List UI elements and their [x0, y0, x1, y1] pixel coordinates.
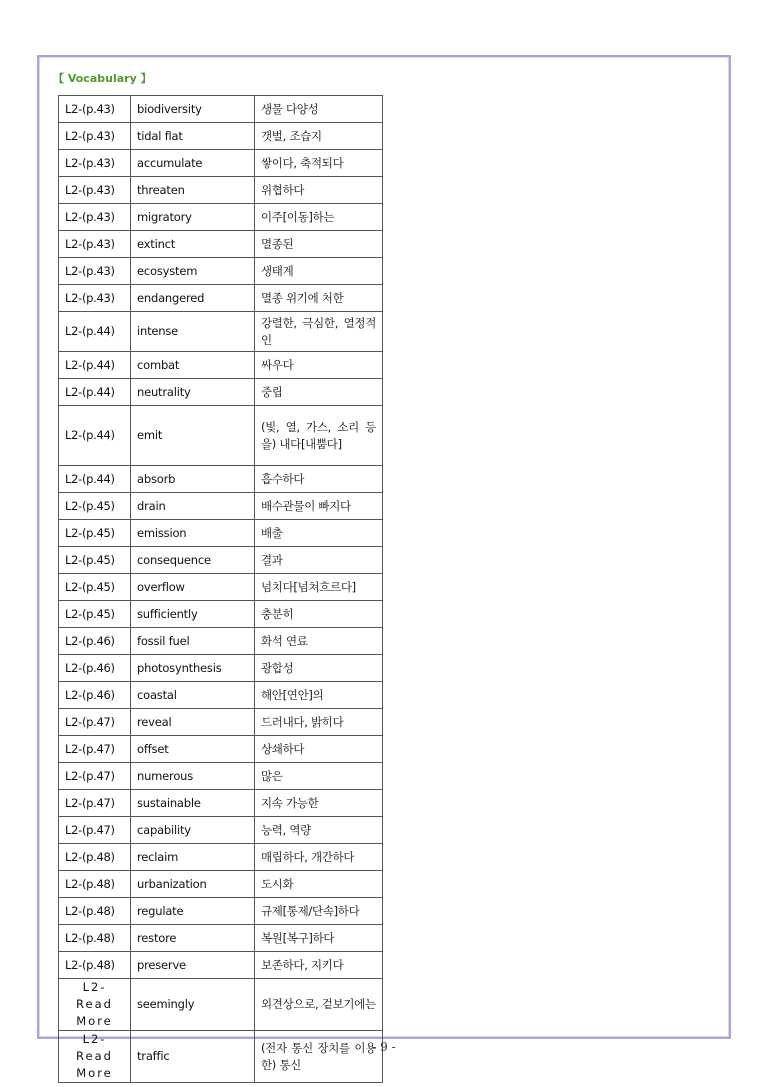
unit-cell: L2-Read More: [59, 979, 131, 1031]
word-cell: sufficiently: [131, 601, 255, 628]
vocab-row: [59, 952, 383, 979]
vocab-row: [59, 709, 383, 736]
meaning-cell: 상쇄하다: [255, 736, 383, 763]
vocab-row: [59, 150, 383, 177]
meaning-cell: 배수관물이 빠지다: [255, 493, 383, 520]
unit-cell: L2-(p.43): [59, 96, 131, 123]
word-cell: reveal: [131, 709, 255, 736]
meaning-cell: 매립하다, 개간하다: [255, 844, 383, 871]
meaning-cell: 화석 연료: [255, 628, 383, 655]
vocab-row: [59, 204, 383, 231]
meaning-cell: 쌓이다, 축적되다: [255, 150, 383, 177]
vocabulary-table: [58, 95, 383, 1083]
unit-cell: L2-(p.47): [59, 763, 131, 790]
vocab-row: [59, 817, 383, 844]
word-cell: biodiversity: [131, 96, 255, 123]
unit-cell: L2-(p.43): [59, 285, 131, 312]
meaning-cell: 생물 다양성: [255, 96, 383, 123]
word-cell: capability: [131, 817, 255, 844]
meaning-cell: 외견상으로, 겉보기에는: [255, 979, 383, 1031]
meaning-cell: 싸우다: [255, 352, 383, 379]
unit-cell: L2-(p.45): [59, 601, 131, 628]
unit-cell: L2-(p.43): [59, 258, 131, 285]
word-cell: drain: [131, 493, 255, 520]
vocab-row: [59, 574, 383, 601]
word-cell: restore: [131, 925, 255, 952]
word-cell: urbanization: [131, 871, 255, 898]
word-cell: seemingly: [131, 979, 255, 1031]
meaning-cell: 멸종 위기에 처한: [255, 285, 383, 312]
unit-cell: L2-(p.43): [59, 231, 131, 258]
word-cell: absorb: [131, 466, 255, 493]
vocab-row: [59, 682, 383, 709]
meaning-cell: (빛, 열, 가스, 소리 등을) 내다[내뿜다]: [255, 406, 383, 466]
vocab-row: [59, 547, 383, 574]
vocab-row: [59, 406, 383, 466]
word-cell: endangered: [131, 285, 255, 312]
meaning-cell: 광합성: [255, 655, 383, 682]
section-title: 【 Vocabulary 】: [53, 72, 152, 85]
unit-cell: L2-(p.45): [59, 547, 131, 574]
meaning-cell: 지속 가능한: [255, 790, 383, 817]
meaning-cell: 강렬한, 극심한, 열정적인: [255, 312, 383, 352]
unit-cell: L2-(p.44): [59, 312, 131, 352]
vocab-row: [59, 258, 383, 285]
vocab-row: [59, 285, 383, 312]
vocab-row: [59, 493, 383, 520]
word-cell: accumulate: [131, 150, 255, 177]
vocab-row: [59, 231, 383, 258]
unit-cell: L2-(p.48): [59, 898, 131, 925]
vocabulary-table-body: [59, 96, 383, 1083]
unit-cell: L2-(p.48): [59, 952, 131, 979]
unit-cell: L2-(p.44): [59, 379, 131, 406]
meaning-cell: 생태계: [255, 258, 383, 285]
unit-cell: L2-(p.48): [59, 925, 131, 952]
meaning-cell: 능력, 역량: [255, 817, 383, 844]
word-cell: extinct: [131, 231, 255, 258]
vocab-row: [59, 520, 383, 547]
unit-cell: L2-(p.47): [59, 736, 131, 763]
word-cell: ecosystem: [131, 258, 255, 285]
word-cell: emission: [131, 520, 255, 547]
unit-cell: L2-(p.46): [59, 628, 131, 655]
unit-cell: L2-(p.45): [59, 493, 131, 520]
vocab-row: [59, 763, 383, 790]
vocab-row: [59, 123, 383, 150]
meaning-cell: 규제[통제/단속]하다: [255, 898, 383, 925]
vocab-row: [59, 466, 383, 493]
word-cell: neutrality: [131, 379, 255, 406]
vocab-row: [59, 979, 383, 1031]
unit-cell: L2-(p.47): [59, 790, 131, 817]
meaning-cell: 멸종된: [255, 231, 383, 258]
unit-cell: L2-Read More: [59, 1031, 131, 1083]
page-number: - 9 -: [372, 1040, 396, 1054]
meaning-cell: 갯벌, 조습지: [255, 123, 383, 150]
unit-cell: L2-(p.44): [59, 352, 131, 379]
word-cell: intense: [131, 312, 255, 352]
word-cell: sustainable: [131, 790, 255, 817]
word-cell: photosynthesis: [131, 655, 255, 682]
word-cell: numerous: [131, 763, 255, 790]
word-cell: overflow: [131, 574, 255, 601]
word-cell: migratory: [131, 204, 255, 231]
unit-cell: L2-(p.45): [59, 574, 131, 601]
meaning-cell: 이주[이동]하는: [255, 204, 383, 231]
vocab-row: [59, 96, 383, 123]
meaning-cell: 많은: [255, 763, 383, 790]
unit-cell: L2-(p.46): [59, 682, 131, 709]
word-cell: reclaim: [131, 844, 255, 871]
unit-cell: L2-(p.44): [59, 466, 131, 493]
word-cell: threaten: [131, 177, 255, 204]
vocab-row: [59, 736, 383, 763]
vocab-row: [59, 898, 383, 925]
unit-cell: L2-(p.48): [59, 844, 131, 871]
word-cell: preserve: [131, 952, 255, 979]
word-cell: tidal flat: [131, 123, 255, 150]
meaning-cell: 해안[연안]의: [255, 682, 383, 709]
unit-cell: L2-(p.44): [59, 406, 131, 466]
vocab-row: [59, 844, 383, 871]
meaning-cell: 결과: [255, 547, 383, 574]
meaning-cell: (전자 통신 장치를 이용한) 통신: [255, 1031, 383, 1083]
unit-cell: L2-(p.43): [59, 204, 131, 231]
vocab-row: [59, 925, 383, 952]
vocab-row: [59, 655, 383, 682]
meaning-cell: 흡수하다: [255, 466, 383, 493]
word-cell: combat: [131, 352, 255, 379]
word-cell: traffic: [131, 1031, 255, 1083]
vocab-row: [59, 312, 383, 352]
word-cell: fossil fuel: [131, 628, 255, 655]
word-cell: regulate: [131, 898, 255, 925]
unit-cell: L2-(p.43): [59, 177, 131, 204]
unit-cell: L2-(p.43): [59, 123, 131, 150]
vocab-row: [59, 352, 383, 379]
word-cell: emit: [131, 406, 255, 466]
word-cell: coastal: [131, 682, 255, 709]
vocab-row: [59, 871, 383, 898]
word-cell: consequence: [131, 547, 255, 574]
unit-cell: L2-(p.46): [59, 655, 131, 682]
vocab-row: [59, 628, 383, 655]
word-cell: offset: [131, 736, 255, 763]
meaning-cell: 보존하다, 지키다: [255, 952, 383, 979]
meaning-cell: 배출: [255, 520, 383, 547]
meaning-cell: 복원[복구]하다: [255, 925, 383, 952]
meaning-cell: 넘치다[넘쳐흐르다]: [255, 574, 383, 601]
meaning-cell: 충분히: [255, 601, 383, 628]
meaning-cell: 중립: [255, 379, 383, 406]
meaning-cell: 위협하다: [255, 177, 383, 204]
unit-cell: L2-(p.47): [59, 817, 131, 844]
vocab-row: [59, 379, 383, 406]
unit-cell: L2-(p.48): [59, 871, 131, 898]
vocab-row: [59, 790, 383, 817]
unit-cell: L2-(p.43): [59, 150, 131, 177]
vocab-row: [59, 601, 383, 628]
unit-cell: L2-(p.45): [59, 520, 131, 547]
meaning-cell: 도시화: [255, 871, 383, 898]
unit-cell: L2-(p.47): [59, 709, 131, 736]
vocab-row: [59, 177, 383, 204]
meaning-cell: 드러내다, 밝히다: [255, 709, 383, 736]
vocab-row: [59, 1031, 383, 1083]
